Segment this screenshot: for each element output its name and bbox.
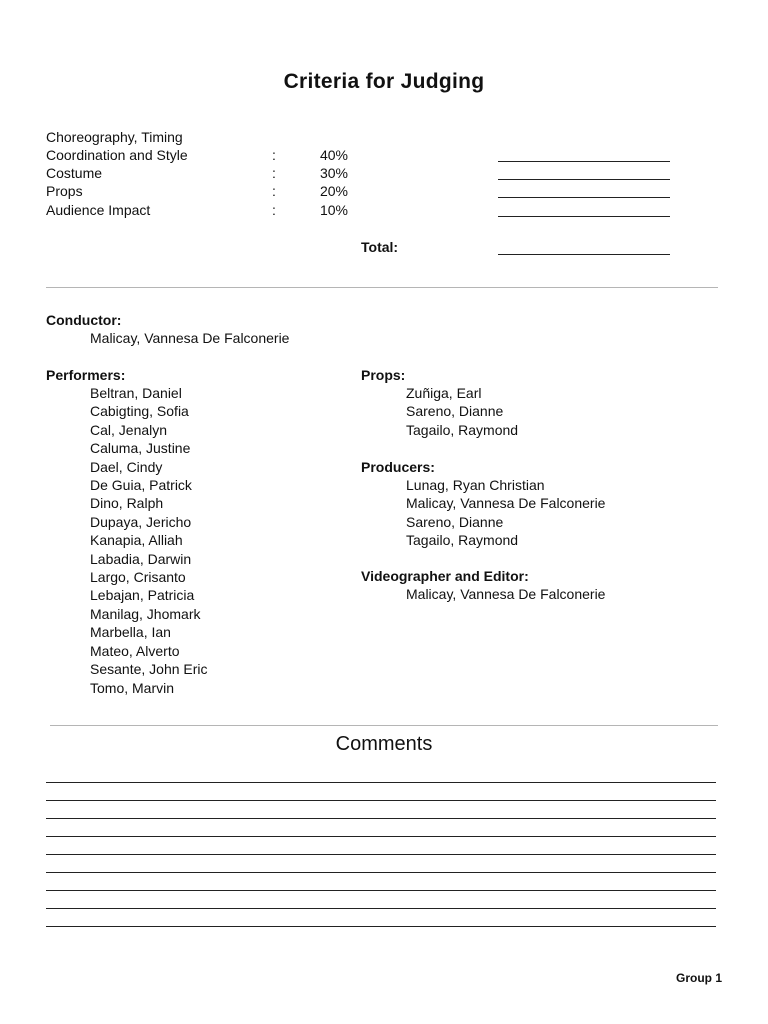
criteria-name: Audience Impact	[46, 202, 151, 218]
criteria-separator: :	[272, 202, 276, 218]
comment-line	[46, 765, 716, 783]
criteria-separator: :	[272, 183, 276, 199]
performers-section	[46, 366, 208, 697]
criteria-separator: :	[272, 147, 276, 163]
criteria-header-label: Choreography, Timing	[46, 129, 183, 145]
list-item: Caluma, Justine	[90, 440, 191, 457]
videographer-heading: Videographer and Editor:	[361, 568, 529, 584]
score-blank-line	[498, 197, 670, 198]
props-list	[406, 384, 518, 439]
divider	[50, 725, 718, 726]
list-item: Lebajan, Patricia	[90, 587, 195, 604]
criteria-percent: 10%	[319, 202, 348, 218]
comment-lines	[46, 765, 716, 927]
score-blank-line	[498, 216, 670, 217]
criteria-row	[46, 182, 726, 200]
criteria-row	[46, 201, 726, 219]
producers-section	[361, 458, 605, 550]
page-title: Criteria for Judging	[283, 70, 485, 93]
list-item: Dael, Cindy	[90, 458, 163, 475]
list-item: Zuñiga, Earl	[406, 385, 482, 401]
divider	[46, 287, 718, 288]
comment-line	[46, 873, 716, 891]
criteria-percent: 40%	[319, 147, 348, 163]
list-item: De Guia, Patrick	[90, 477, 192, 494]
conductor-list	[90, 329, 289, 347]
list-item: Malicay, Vannesa De Falconerie	[406, 495, 606, 512]
criteria-name: Costume	[46, 165, 103, 181]
criteria-name: Props	[46, 183, 83, 199]
comment-line	[46, 855, 716, 873]
performers-list	[90, 384, 208, 697]
comment-line	[46, 837, 716, 855]
videographer-list	[406, 585, 605, 603]
score-blank-line	[498, 179, 670, 180]
criteria-header-row	[46, 128, 726, 146]
props-heading: Props:	[361, 367, 406, 383]
list-item: Cabigting, Sofia	[90, 403, 189, 420]
comment-line	[46, 783, 716, 801]
list-item: Manilag, Jhomark	[90, 605, 201, 622]
list-item: Sareno, Dianne	[406, 513, 504, 530]
list-item: Dupaya, Jericho	[90, 513, 192, 530]
comment-line	[46, 909, 716, 927]
list-item: Kanapia, Alliah	[90, 532, 183, 549]
list-item: Mateo, Alverto	[90, 642, 180, 659]
criteria-separator: :	[272, 165, 276, 181]
criteria-percent: 20%	[319, 183, 348, 199]
comment-line	[46, 819, 716, 837]
list-item: Marbella, Ian	[90, 624, 171, 641]
score-blank-line	[498, 161, 670, 162]
criteria-percent: 30%	[319, 165, 348, 181]
list-item: Malicay, Vannesa De Falconerie	[90, 330, 290, 346]
total-label: Total:	[361, 239, 399, 255]
props-section	[361, 366, 518, 439]
comment-line	[46, 801, 716, 819]
comment-line	[46, 891, 716, 909]
list-item: Tagailo, Raymond	[406, 421, 519, 438]
list-item: Tomo, Marvin	[90, 679, 175, 696]
list-item: Sesante, John Eric	[90, 661, 208, 678]
footer-group-label: Group 1	[675, 971, 722, 985]
list-item: Largo, Crisanto	[90, 569, 186, 586]
list-item: Labadia, Darwin	[90, 550, 192, 567]
list-item: Sareno, Dianne	[406, 403, 504, 420]
performers-heading: Performers:	[46, 367, 126, 383]
list-item: Cal, Jenalyn	[90, 421, 168, 438]
videographer-section	[361, 567, 605, 603]
list-item: Dino, Ralph	[90, 495, 164, 512]
comments-title: Comments	[335, 733, 433, 755]
conductor-heading: Conductor:	[46, 312, 122, 328]
list-item: Tagailo, Raymond	[406, 532, 519, 549]
criteria-row	[46, 164, 726, 182]
criteria-name: Coordination and Style	[46, 147, 188, 163]
total-blank-line	[498, 254, 670, 255]
conductor-section	[46, 311, 289, 347]
producers-heading: Producers:	[361, 459, 435, 475]
list-item: Beltran, Daniel	[90, 385, 182, 401]
producers-list	[406, 476, 605, 550]
criteria-row	[46, 146, 726, 164]
list-item: Lunag, Ryan Christian	[406, 477, 545, 493]
list-item: Malicay, Vannesa De Falconerie	[406, 586, 606, 602]
